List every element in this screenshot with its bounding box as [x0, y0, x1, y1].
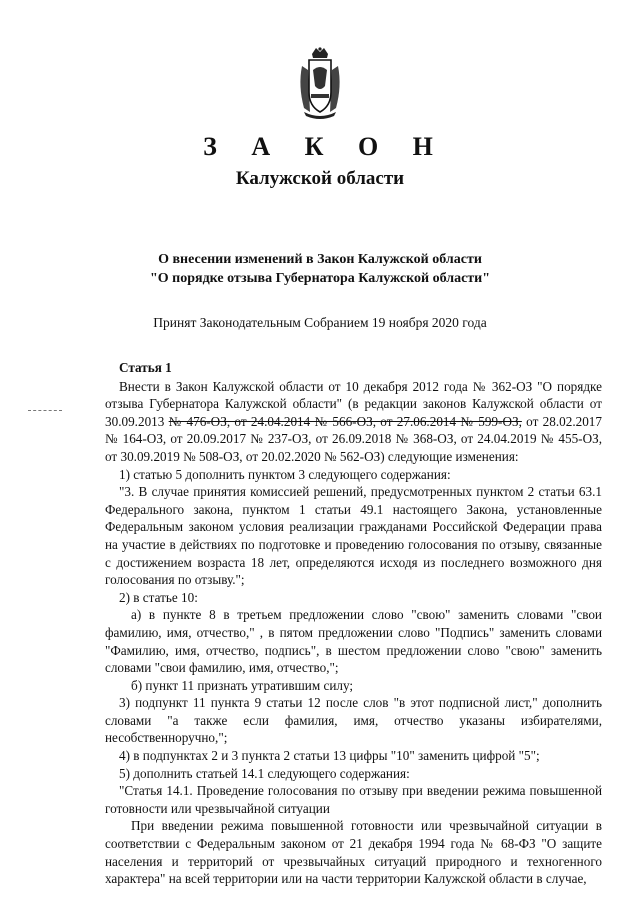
paragraph-5: б) пункт 11 признать утратившим силу; — [131, 677, 354, 693]
document-region: Калужской области — [235, 168, 405, 189]
paragraph-7: 4) в подпунктах 2 и 3 пункта 2 статьи 13 цифры "10" заменить цифрой "5"; — [119, 748, 540, 764]
law-heading — [0, 250, 640, 288]
coat-of-arms-graphic — [294, 46, 346, 120]
paragraph-8: 5) дополнить статьей 14.1 следующего содержания: — [119, 765, 410, 781]
article-intro-struck-text: № 476-ОЗ, от 24.04.2014 № 566-ОЗ, от 27.06.2014 № 599-ОЗ, — [168, 413, 522, 429]
margin-mark — [28, 410, 62, 411]
document-title: З А К О Н — [203, 132, 447, 161]
paragraph-3: 2) в статье 10: — [119, 589, 198, 605]
article-intro-part-1: Внести в Закон Калужской области от 10 декабря 2012 года № 362-ОЗ "О порядке отзыва Губернатора Калужской области" (в редакции законов Калужской области от 30.09.2013 — [105, 378, 602, 429]
article-intro — [105, 378, 602, 466]
law-heading-line-2: "О порядке отзыва Губернатора Калужской области" — [149, 271, 491, 286]
adoption-statement: Принят Законодательным Собранием 19 ноября 2020 года — [153, 315, 487, 330]
paragraph-6: 3) подпункт 11 пункта 9 статьи 12 после слов "в этот подписной лист," дополнить словами "а также если фамилия, имя, отчество указаны избирателями, несобственноручно,"; — [105, 695, 602, 746]
document-body — [105, 359, 602, 888]
paragraph-10: При введении режима повышенной готовности или чрезвычайной ситуации в соответствии с Федеральным законом от 21 декабря 1994 года № 68-ФЗ "О защите населения и территорий от чрезвычайных ситуаций природного и техногенного характера" на всей территории или на части территории Калужской области в случае, — [105, 818, 602, 887]
article-intro-part-3: от 28.02.2017 № 164-ОЗ, от 20.09.2017 № 237-ОЗ, от 26.09.2018 № 368-ОЗ, от 24.04.2019 № 455-ОЗ, от 30.09.2019 № 508-ОЗ, от 20.02.2020 № 562-ОЗ) следующие изменения: — [105, 413, 602, 464]
article-title: Статья 1 — [119, 360, 172, 375]
paragraph-2: "3. В случае принятия комиссией решений, предусмотренных пунктом 2 статьи 63.1 Федерального закона, пунктом 1 статьи 49.1 настоящего Закона, установленные Федеральным законом условия реализации гражданами Российской Федерации права на участие в действиях по подготовке и проведению голосования по отзыву, связанные с достижением возраста 18 лет, определяются исходя из последнего возможного дня голосования по отзыву."; — [105, 484, 602, 588]
paragraph-4: а) в пункте 8 в третьем предложении слово "свою" заменить словами "свои фамилию, имя, отчество," , в пятом предложении слово "Подпись" заменить словами "Фамилию, имя, отчество, подпись", в шестом предложении слово "свою" заменить словами "свои фамилию, имя, отчество,"; — [105, 607, 602, 676]
paragraph-1: 1) статью 5 дополнить пунктом 3 следующего содержания: — [119, 466, 451, 482]
kaluga-coat-of-arms-icon — [294, 46, 346, 120]
paragraph-9: "Статья 14.1. Проведение голосования по отзыву при введении режима повышенной готовности или чрезвычайной ситуации — [105, 783, 602, 816]
law-heading-line-1: О внесении изменений в Закон Калужской области — [158, 252, 482, 267]
